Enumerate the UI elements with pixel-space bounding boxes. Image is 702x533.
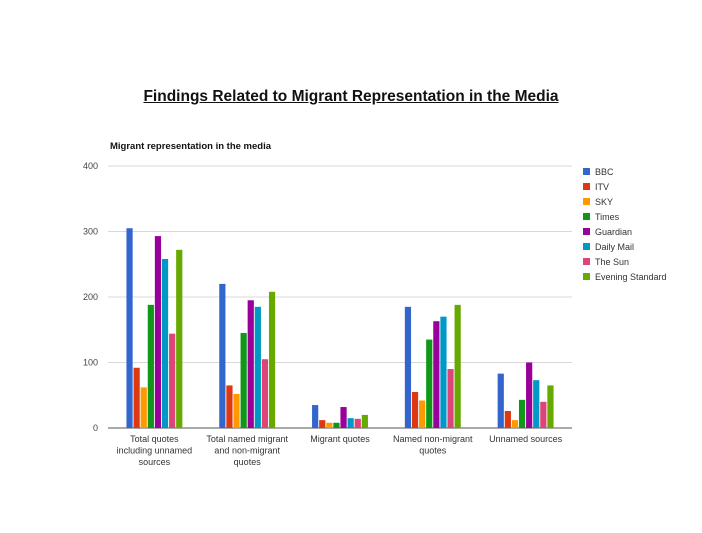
x-tick-label: Total quotes — [130, 434, 179, 444]
bar — [519, 400, 525, 428]
bar — [340, 407, 346, 428]
bar — [512, 420, 518, 428]
x-tick-label: Unnamed sources — [489, 434, 563, 444]
x-tick-label: quotes — [419, 445, 447, 456]
bar — [426, 340, 432, 428]
legend-swatch — [583, 258, 590, 265]
bar — [348, 418, 354, 428]
bar — [505, 411, 511, 428]
y-tick-label: 0 — [92, 423, 98, 433]
legend-label: SKY — [595, 196, 614, 207]
bar — [419, 400, 425, 428]
y-tick-label: 100 — [82, 357, 98, 368]
x-tick-label: Migrant quotes — [310, 434, 370, 444]
legend-label: ITV — [595, 181, 610, 192]
bar — [262, 359, 268, 428]
bar — [447, 369, 453, 428]
legend-label: Evening Standard — [595, 271, 667, 282]
x-tick-label: including unnamed — [116, 445, 193, 456]
bar — [141, 387, 147, 428]
bar — [269, 292, 275, 428]
bar — [162, 259, 168, 428]
bar — [169, 334, 175, 428]
legend-label: Guardian — [595, 226, 633, 237]
x-tick-label: quotes — [233, 457, 261, 467]
bar — [176, 250, 182, 428]
bar — [312, 405, 318, 428]
page-title: Findings Related to Migrant Representation in the Media — [143, 88, 559, 105]
legend-swatch — [583, 243, 590, 250]
bar — [233, 394, 239, 428]
x-tick-label: Total named migrant — [206, 434, 288, 444]
chart-title: Migrant representation in the media — [110, 141, 271, 152]
bar — [455, 305, 461, 428]
bar — [526, 363, 532, 429]
bar — [533, 380, 539, 428]
bar — [333, 423, 339, 428]
y-tick-label: 400 — [82, 161, 98, 171]
bar — [126, 228, 132, 428]
bar — [355, 419, 361, 428]
legend-swatch — [583, 168, 590, 175]
legend-item — [583, 254, 667, 269]
legend-swatch — [583, 228, 590, 235]
y-tick-label: 200 — [82, 292, 98, 302]
bar — [148, 305, 154, 428]
x-tick-label: sources — [138, 457, 171, 467]
chart-legend — [583, 164, 667, 284]
legend-label: Daily Mail — [595, 241, 635, 252]
bar — [440, 317, 446, 428]
legend-label: The Sun — [595, 256, 630, 267]
bar — [362, 415, 368, 428]
bar — [547, 385, 553, 428]
legend-swatch — [583, 183, 590, 190]
bar — [412, 392, 418, 428]
legend-item — [583, 269, 667, 284]
bar — [326, 423, 332, 428]
bar — [540, 402, 546, 428]
legend-item — [583, 224, 667, 239]
legend-label: BBC — [595, 166, 614, 177]
bar — [241, 333, 247, 428]
bar — [155, 236, 161, 428]
legend-swatch — [583, 198, 590, 205]
x-tick-label: and non-migrant — [214, 445, 280, 456]
legend-swatch — [583, 273, 590, 280]
y-tick-label: 300 — [82, 226, 98, 237]
legend-item — [583, 179, 667, 194]
x-tick-label: Named non-migrant — [393, 434, 473, 444]
legend-item — [583, 164, 667, 179]
legend-item — [583, 209, 667, 224]
legend-swatch — [583, 213, 590, 220]
legend-label: Times — [595, 211, 620, 222]
bar — [433, 321, 439, 428]
bar — [248, 300, 254, 428]
legend-item — [583, 239, 667, 254]
bar — [219, 284, 225, 428]
bar — [498, 374, 504, 428]
bar — [226, 385, 232, 428]
bar — [134, 368, 140, 428]
bar — [319, 420, 325, 428]
legend-item — [583, 194, 667, 209]
bar — [405, 307, 411, 428]
bar — [255, 307, 261, 428]
